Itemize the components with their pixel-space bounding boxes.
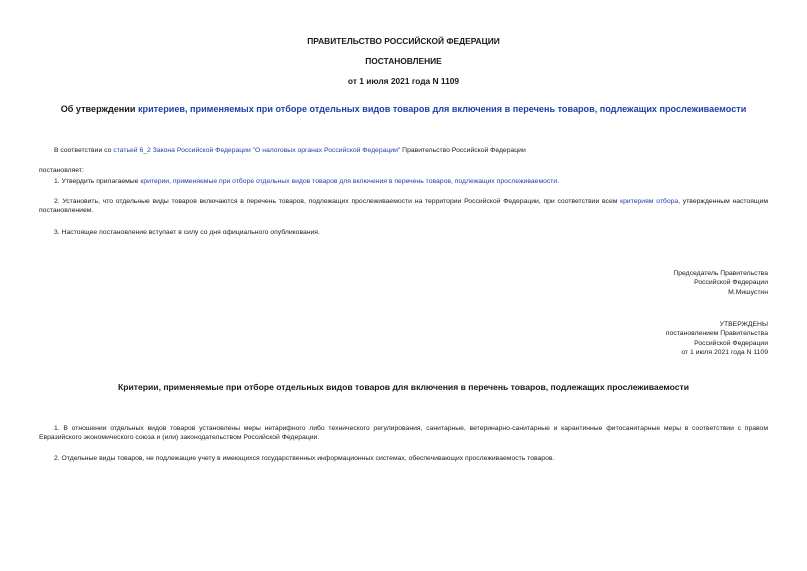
- resolution-item-2: [39, 197, 768, 215]
- law-article-link[interactable]: статьей 6_2 Закона Российской Федерации "О налоговых органах Российской Федерации": [113, 147, 401, 154]
- item1-prefix: 1. Утвердить прилагаемые: [54, 178, 141, 185]
- subject-criteria-link[interactable]: критериев, применяемых при отборе отдельных видов товаров для включения в перечень товаров, подлежащих прослеживаемости: [137, 104, 747, 114]
- approval-country: Российской Федерации: [694, 339, 768, 347]
- criteria-item-1: 1. В отношении отдельных видов товаров установлены меры нетарифного либо технического регулирования, санитарные, ветеринарно-санитарные и карантинные фитосанитарные меры в соответствии с правом Евразийского экономического союза и (или) законодательством Российской Федерации.: [39, 425, 768, 441]
- selection-criteria-link[interactable]: критериям отбора: [620, 198, 679, 205]
- approval-approved: УТВЕРЖДЕНЫ: [719, 321, 768, 328]
- signature-name: М.Мишустин: [728, 288, 768, 296]
- signature-country: Российской Федерации: [694, 279, 768, 287]
- preamble-suffix: Правительство Российской Федерации: [400, 147, 526, 154]
- document-subject: [0, 104, 807, 114]
- preamble-prefix: В соответствии со: [54, 147, 114, 154]
- signature-title: Председатель Правительства: [673, 270, 768, 277]
- resolution-item-1: [54, 177, 774, 186]
- subject-prefix: Об утверждении: [60, 104, 138, 114]
- government-heading: ПРАВИТЕЛЬСТВО РОССИЙСКОЙ ФЕДЕРАЦИИ: [307, 36, 500, 46]
- resolves-text: постановляет:: [39, 167, 84, 174]
- signature-block: [673, 269, 768, 297]
- preamble-paragraph: [54, 146, 774, 155]
- approval-date-number: от 1 июля 2021 года N 1109: [681, 349, 768, 357]
- approval-by-resolution: постановлением Правительства: [665, 330, 768, 338]
- criteria-title: Критерии, применяемые при отборе отдельных видов товаров для включения в перечень товаров, подлежащих прослеживаемости: [117, 382, 690, 392]
- criteria-item-2: 2. Отдельные виды товаров, не подлежащие учету в имеющихся государственных информационных системах, обеспечивающих прослеживаемость товаров.: [54, 455, 555, 462]
- approval-block: [666, 320, 768, 358]
- item1-suffix: .: [557, 178, 560, 185]
- item2-prefix: 2. Установить, что отдельные виды товаров включаются в перечень товаров, подлежащих прослеживаемости на территории Российской Федерации, при соответствии всем: [54, 198, 621, 205]
- document-type-heading: ПОСТАНОВЛЕНИЕ: [365, 56, 442, 66]
- resolution-item-3: 3. Настоящее постановление вступает в силу со дня официального опубликования.: [54, 229, 320, 236]
- item2-suffix: , утвержденным настоящим постановлением.: [39, 198, 768, 214]
- approved-criteria-link[interactable]: критерии, применяемые при отборе отдельных видов товаров для включения в перечень товаров, подлежащих прослеживаемости: [140, 178, 558, 185]
- document-date-number: от 1 июля 2021 года N 1109: [347, 76, 460, 86]
